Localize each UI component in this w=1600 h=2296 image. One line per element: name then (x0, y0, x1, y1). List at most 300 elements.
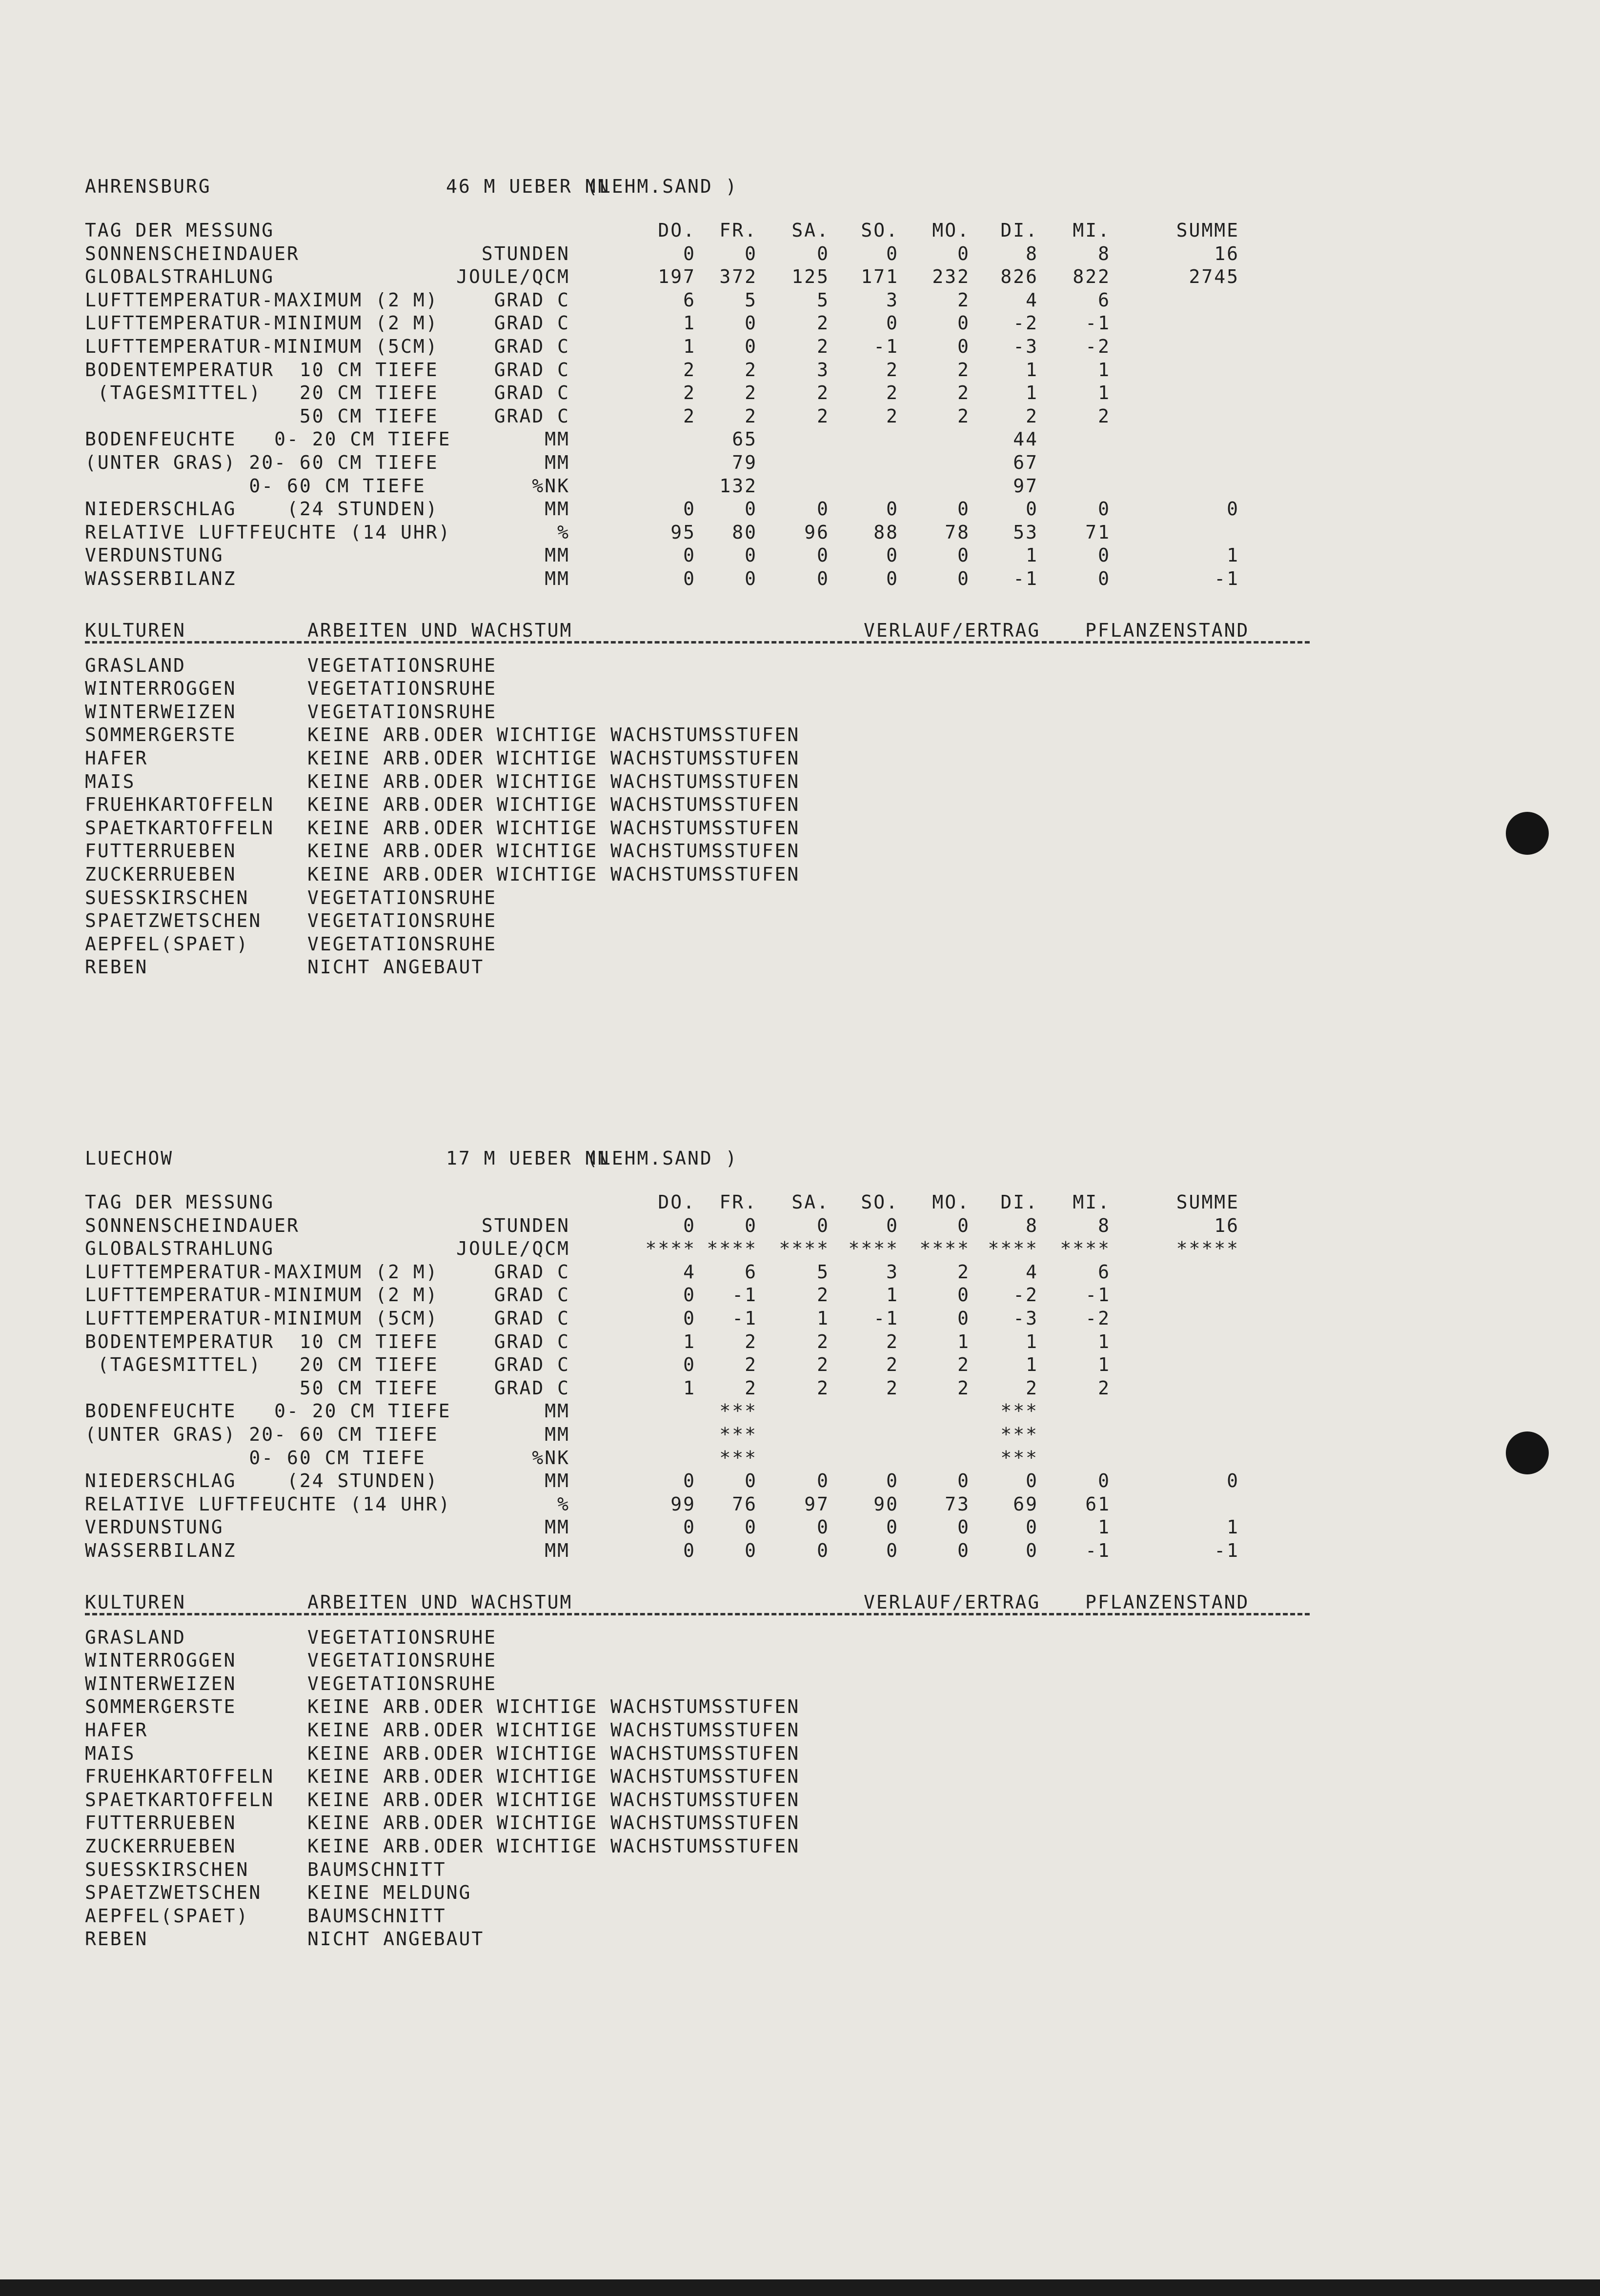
measurement-value: 44 (1013, 428, 1038, 450)
measurement-label: VERDUNSTUNG (85, 1516, 224, 1538)
scan-edge (0, 2279, 1600, 2296)
measurement-value: 0 (745, 1540, 757, 1561)
crop-status: KEINE ARB.ODER WICHTIGE WACHSTUMSSTUFEN (307, 1696, 800, 1718)
measurement-label: (TAGESMITTEL) 20 CM TIEFE (85, 382, 439, 404)
measurement-unit: MM (545, 1540, 570, 1561)
measurement-label: VERDUNSTUNG (85, 544, 224, 566)
measurement-value: 0 (957, 1214, 970, 1236)
measurement-value: 0 (957, 1284, 970, 1306)
measurement-value: 2 (683, 382, 696, 404)
measurement-value: 4 (1026, 1261, 1038, 1283)
measurement-label: (UNTER GRAS) 20- 60 CM TIEFE (85, 452, 439, 473)
crop-status: VEGETATIONSRUHE (307, 910, 497, 932)
measurement-value: 8 (1098, 242, 1111, 264)
measurement-unit: GRAD C (494, 1330, 570, 1352)
measurement-label: TAG DER MESSUNG (85, 1191, 275, 1213)
measurement-value: -1 (1085, 312, 1111, 334)
measurement-value: 0 (957, 1470, 970, 1492)
crop-name: SOMMERGERSTE (85, 1696, 237, 1718)
crop-name: FUTTERRUEBEN (85, 840, 237, 862)
measurement-value: 2 (745, 382, 757, 404)
measurement-value: 8 (1098, 1214, 1111, 1236)
crop-name: AEPFEL(SPAET) (85, 1905, 249, 1927)
station-soil: (LEHM.SAND ) (587, 1148, 738, 1169)
measurement-label: NIEDERSCHLAG (24 STUNDEN) (85, 1470, 439, 1492)
measurement-unit: %NK (532, 1447, 570, 1469)
measurement-value: 4 (1026, 289, 1038, 311)
crop-header-arbeiten: ARBEITEN UND WACHSTUM (307, 619, 573, 641)
measurement-value: 2 (957, 1261, 970, 1283)
crop-status: VEGETATIONSRUHE (307, 886, 497, 908)
measurement-unit: GRAD C (494, 289, 570, 311)
crop-status: VEGETATIONSRUHE (307, 933, 497, 955)
measurement-value: 0 (683, 1540, 696, 1561)
measurement-value: 0 (683, 1308, 696, 1329)
measurement-unit: MM (545, 452, 570, 473)
measurement-value: 71 (1085, 521, 1111, 543)
measurement-value: 0 (1026, 498, 1038, 520)
crop-header-arbeiten: ARBEITEN UND WACHSTUM (307, 1591, 573, 1613)
measurement-value: 0 (745, 568, 757, 589)
crop-name: GRASLAND (85, 654, 186, 676)
crop-status: BAUMSCHNITT (307, 1858, 446, 1880)
measurement-value: **** (779, 1238, 830, 1260)
measurement-value: 0 (683, 1470, 696, 1492)
measurement-value: FR. (719, 1191, 757, 1213)
crop-status: KEINE ARB.ODER WICHTIGE WACHSTUMSSTUFEN (307, 1789, 800, 1811)
measurement-label: TAG DER MESSUNG (85, 220, 275, 241)
crop-name: WINTERROGGEN (85, 678, 237, 700)
measurement-value: DI. (1000, 1191, 1038, 1213)
measurement-value: 0 (1098, 498, 1111, 520)
measurement-value: 3 (886, 1261, 899, 1283)
station-soil: (LEHM.SAND ) (587, 176, 738, 197)
measurement-value: 2 (683, 405, 696, 427)
measurement-value: 1 (1098, 1354, 1111, 1376)
measurement-value: 0 (817, 568, 830, 589)
measurement-value: 90 (873, 1493, 899, 1515)
measurement-unit: STUNDEN (481, 242, 570, 264)
dashed-separator (85, 1613, 1310, 1615)
measurement-value: 78 (945, 521, 970, 543)
crop-name: ZUCKERRUEBEN (85, 864, 237, 885)
measurement-unit: MM (545, 1516, 570, 1538)
crop-status: KEINE ARB.ODER WICHTIGE WACHSTUMSSTUFEN (307, 770, 800, 792)
measurement-value: 8 (1026, 1214, 1038, 1236)
measurement-value: 2 (1098, 405, 1111, 427)
crop-name: ZUCKERRUEBEN (85, 1835, 237, 1857)
measurement-value: 0 (957, 498, 970, 520)
punch-hole-icon (1506, 812, 1549, 855)
measurement-value: -1 (732, 1308, 757, 1329)
measurement-value: 0 (683, 544, 696, 566)
measurement-unit: MM (545, 1424, 570, 1445)
measurement-value: 8 (1026, 242, 1038, 264)
measurement-value: 1 (683, 336, 696, 357)
measurement-value: -1 (732, 1284, 757, 1306)
crop-name: MAIS (85, 1742, 136, 1764)
measurement-value: 61 (1085, 1493, 1111, 1515)
measurement-label: LUFTTEMPERATUR-MAXIMUM (2 M) (85, 289, 439, 311)
measurement-value: 0 (683, 498, 696, 520)
measurement-value: 0 (817, 242, 830, 264)
measurement-value: 132 (719, 475, 757, 497)
crop-name: FUTTERRUEBEN (85, 1812, 237, 1834)
measurement-value: 0 (683, 1214, 696, 1236)
measurement-value: 1 (1026, 544, 1038, 566)
measurement-value: SO. (861, 220, 899, 241)
measurement-value: 96 (804, 521, 830, 543)
measurement-unit: GRAD C (494, 1284, 570, 1306)
measurement-label: WASSERBILANZ (85, 568, 237, 589)
measurement-label: BODENTEMPERATUR 10 CM TIEFE (85, 359, 439, 381)
measurement-label: LUFTTEMPERATUR-MAXIMUM (2 M) (85, 1261, 439, 1283)
measurement-unit: GRAD C (494, 1261, 570, 1283)
crop-status: KEINE ARB.ODER WICHTIGE WACHSTUMSSTUFEN (307, 747, 800, 769)
measurement-value: 2 (957, 382, 970, 404)
measurement-value: 1 (957, 1330, 970, 1352)
measurement-value: 232 (932, 266, 970, 288)
measurement-label: LUFTTEMPERATUR-MINIMUM (5CM) (85, 1308, 439, 1329)
station-elevation: 46 M UEBER NN (446, 176, 610, 197)
measurement-value: -1 (873, 336, 899, 357)
measurement-value: 3 (886, 289, 899, 311)
station-elevation: 17 M UEBER NN (446, 1148, 610, 1169)
measurement-label: GLOBALSTRAHLUNG (85, 266, 275, 288)
measurement-label: 50 CM TIEFE (85, 1377, 439, 1399)
measurement-value: -1 (873, 1308, 899, 1329)
measurement-unit: MM (545, 1400, 570, 1422)
crop-status: VEGETATIONSRUHE (307, 1650, 497, 1672)
measurement-unit: MM (545, 498, 570, 520)
measurement-value: **** (707, 1238, 757, 1260)
measurement-value: 0 (886, 544, 899, 566)
measurement-value: 2 (745, 405, 757, 427)
measurement-value: DI. (1000, 220, 1038, 241)
measurement-value: 0 (683, 1284, 696, 1306)
measurement-value: 2 (886, 1330, 899, 1352)
crop-name: REBEN (85, 956, 148, 978)
measurement-value: 1 (817, 1308, 830, 1329)
measurement-value: 2 (817, 1354, 830, 1376)
crop-status: BAUMSCHNITT (307, 1905, 446, 1927)
measurement-unit: MM (545, 568, 570, 589)
measurement-value: **** (988, 1238, 1038, 1260)
crop-name: FRUEHKARTOFFELN (85, 794, 275, 816)
crop-name: SOMMERGERSTE (85, 724, 237, 746)
measurement-value: 5 (817, 1261, 830, 1283)
measurement-value: -1 (1085, 1540, 1111, 1561)
station-name: AHRENSBURG (85, 176, 211, 197)
measurement-sum: 0 (1227, 1470, 1239, 1492)
measurement-value: -3 (1013, 1308, 1038, 1329)
measurement-value: *** (719, 1400, 757, 1422)
measurement-value: 2 (817, 1330, 830, 1352)
measurement-value: MI. (1073, 220, 1111, 241)
crop-header-pflanzenstand: PFLANZENSTAND (1085, 1591, 1250, 1613)
measurement-sum: 1 (1227, 1516, 1239, 1538)
measurement-value: 6 (1098, 289, 1111, 311)
measurement-value: 0 (817, 498, 830, 520)
measurement-unit: JOULE/QCM (456, 1238, 570, 1260)
measurement-value: 1 (1026, 382, 1038, 404)
measurement-label: (UNTER GRAS) 20- 60 CM TIEFE (85, 1424, 439, 1445)
measurement-unit: GRAD C (494, 336, 570, 357)
measurement-value: 1 (683, 312, 696, 334)
crop-name: AEPFEL(SPAET) (85, 933, 249, 955)
crop-status: KEINE ARB.ODER WICHTIGE WACHSTUMSSTUFEN (307, 724, 800, 746)
measurement-value: DO. (658, 220, 696, 241)
measurement-value: 1 (886, 1284, 899, 1306)
measurement-value: 65 (732, 428, 757, 450)
measurement-value: 0 (886, 1540, 899, 1561)
crop-name: REBEN (85, 1928, 148, 1950)
measurement-value: 2 (817, 1284, 830, 1306)
measurement-unit: GRAD C (494, 359, 570, 381)
measurement-value: **** (1060, 1238, 1111, 1260)
measurement-value: DO. (658, 1191, 696, 1213)
measurement-value: 0 (886, 1214, 899, 1236)
measurement-label: SONNENSCHEINDAUER (85, 1214, 300, 1236)
measurement-value: 1 (1026, 1330, 1038, 1352)
crop-status: KEINE ARB.ODER WICHTIGE WACHSTUMSSTUFEN (307, 1835, 800, 1857)
measurement-value: 2 (1026, 405, 1038, 427)
measurement-sum: 1 (1227, 544, 1239, 566)
measurement-value: 2 (745, 1330, 757, 1352)
measurement-unit: MM (545, 1470, 570, 1492)
measurement-value: 0 (683, 242, 696, 264)
measurement-value: 0 (886, 1470, 899, 1492)
measurement-value: 1 (1098, 359, 1111, 381)
measurement-value: 69 (1013, 1493, 1038, 1515)
measurement-value: 0 (683, 1516, 696, 1538)
crop-name: SPAETZWETSCHEN (85, 910, 262, 932)
measurement-value: 2 (745, 1354, 757, 1376)
crop-name: SPAETKARTOFFELN (85, 817, 275, 839)
measurement-value: 97 (1013, 475, 1038, 497)
measurement-value: 1 (1026, 359, 1038, 381)
measurement-value: 2 (886, 1354, 899, 1376)
measurement-unit: JOULE/QCM (456, 266, 570, 288)
crop-status: VEGETATIONSRUHE (307, 1626, 497, 1648)
measurement-value: 2 (886, 405, 899, 427)
crop-name: WINTERWEIZEN (85, 1672, 237, 1694)
measurement-label: 50 CM TIEFE (85, 405, 439, 427)
measurement-value: -1 (1013, 568, 1038, 589)
measurement-value: 0 (957, 1540, 970, 1561)
measurement-value: 0 (1026, 1516, 1038, 1538)
crop-name: SPAETKARTOFFELN (85, 1789, 275, 1811)
measurement-label: BODENFEUCHTE 0- 20 CM TIEFE (85, 1400, 451, 1422)
measurement-value: 2 (957, 359, 970, 381)
measurement-value: *** (1000, 1400, 1038, 1422)
crop-name: GRASLAND (85, 1626, 186, 1648)
measurement-value: FR. (719, 220, 757, 241)
measurement-value: 0 (817, 1470, 830, 1492)
dashed-separator (85, 641, 1310, 644)
measurement-label: NIEDERSCHLAG (24 STUNDEN) (85, 498, 439, 520)
crop-status: KEINE ARB.ODER WICHTIGE WACHSTUMSSTUFEN (307, 1766, 800, 1788)
measurement-unit: GRAD C (494, 312, 570, 334)
measurement-value: **** (645, 1238, 696, 1260)
crop-header-verlauf: VERLAUF/ERTRAG (864, 619, 1041, 641)
measurement-value: 6 (745, 1261, 757, 1283)
measurement-value: *** (1000, 1424, 1038, 1445)
punch-hole-icon (1506, 1431, 1549, 1474)
measurement-sum: SUMME (1176, 220, 1239, 241)
measurement-sum: ***** (1176, 1238, 1239, 1260)
measurement-value: 88 (873, 521, 899, 543)
measurement-value: 0 (745, 1470, 757, 1492)
crop-status: KEINE ARB.ODER WICHTIGE WACHSTUMSSTUFEN (307, 1812, 800, 1834)
measurement-value: 2 (1026, 1377, 1038, 1399)
station-name: LUECHOW (85, 1148, 174, 1169)
measurement-value: 0 (683, 1354, 696, 1376)
measurement-value: 822 (1073, 266, 1111, 288)
measurement-value: 0 (1098, 544, 1111, 566)
measurement-value: 1 (1026, 1354, 1038, 1376)
measurement-value: 80 (732, 521, 757, 543)
measurement-label: (TAGESMITTEL) 20 CM TIEFE (85, 1354, 439, 1376)
measurement-value: 125 (791, 266, 830, 288)
measurement-label: LUFTTEMPERATUR-MINIMUM (2 M) (85, 1284, 439, 1306)
measurement-value: 0 (957, 1516, 970, 1538)
measurement-label: WASSERBILANZ (85, 1540, 237, 1561)
measurement-value: 1 (1098, 1516, 1111, 1538)
measurement-value: 0 (886, 312, 899, 334)
measurement-value: SA. (791, 220, 830, 241)
crop-name: HAFER (85, 1719, 148, 1741)
crop-status: KEINE ARB.ODER WICHTIGE WACHSTUMSSTUFEN (307, 1719, 800, 1741)
crop-status: KEINE ARB.ODER WICHTIGE WACHSTUMSSTUFEN (307, 864, 800, 885)
measurement-unit: MM (545, 428, 570, 450)
measurement-value: 6 (683, 289, 696, 311)
crop-header-kulturen: KULTUREN (85, 1591, 186, 1613)
measurement-value: 171 (861, 266, 899, 288)
measurement-value: 0 (957, 1308, 970, 1329)
measurement-value: 0 (745, 312, 757, 334)
measurement-value: 97 (804, 1493, 830, 1515)
measurement-value: 2 (745, 359, 757, 381)
crop-status: NICHT ANGEBAUT (307, 1928, 485, 1950)
measurement-unit: %NK (532, 475, 570, 497)
measurement-value: 2 (817, 336, 830, 357)
crop-name: SUESSKIRSCHEN (85, 1858, 249, 1880)
measurement-unit: GRAD C (494, 1354, 570, 1376)
measurement-unit: % (557, 521, 570, 543)
crop-header-pflanzenstand: PFLANZENSTAND (1085, 619, 1250, 641)
measurement-value: -1 (1085, 1284, 1111, 1306)
measurement-value: MI. (1073, 1191, 1111, 1213)
measurement-label: LUFTTEMPERATUR-MINIMUM (2 M) (85, 312, 439, 334)
crop-status: KEINE ARB.ODER WICHTIGE WACHSTUMSSTUFEN (307, 817, 800, 839)
measurement-value: SO. (861, 1191, 899, 1213)
measurement-value: 2 (817, 382, 830, 404)
measurement-value: 2 (957, 1354, 970, 1376)
measurement-sum: -1 (1214, 1540, 1239, 1561)
crop-name: MAIS (85, 770, 136, 792)
crop-header-verlauf: VERLAUF/ERTRAG (864, 1591, 1041, 1613)
crop-name: WINTERROGGEN (85, 1650, 237, 1672)
measurement-value: 6 (1098, 1261, 1111, 1283)
crop-status: KEINE ARB.ODER WICHTIGE WACHSTUMSSTUFEN (307, 840, 800, 862)
measurement-sum: 16 (1214, 1214, 1239, 1236)
crop-status: VEGETATIONSRUHE (307, 654, 497, 676)
crop-name: SUESSKIRSCHEN (85, 886, 249, 908)
measurement-label: RELATIVE LUFTFEUCHTE (14 UHR) (85, 521, 451, 543)
measurement-value: *** (719, 1447, 757, 1469)
measurement-value: 76 (732, 1493, 757, 1515)
measurement-value: -2 (1013, 312, 1038, 334)
measurement-value: 0 (886, 498, 899, 520)
measurement-value: 0 (957, 312, 970, 334)
measurement-label: 0- 60 CM TIEFE (85, 1447, 426, 1469)
measurement-value: **** (848, 1238, 899, 1260)
measurement-sum: -1 (1214, 568, 1239, 589)
measurement-value: 0 (745, 1214, 757, 1236)
measurement-label: SONNENSCHEINDAUER (85, 242, 300, 264)
measurement-unit: STUNDEN (481, 1214, 570, 1236)
crop-status: KEINE ARB.ODER WICHTIGE WACHSTUMSSTUFEN (307, 1742, 800, 1764)
measurement-value: -2 (1085, 1308, 1111, 1329)
measurement-value: 0 (886, 568, 899, 589)
measurement-value: 2 (817, 1377, 830, 1399)
measurement-value: 5 (817, 289, 830, 311)
measurement-value: 99 (670, 1493, 696, 1515)
crop-name: SPAETZWETSCHEN (85, 1882, 262, 1904)
measurement-value: 5 (745, 289, 757, 311)
measurement-value: 79 (732, 452, 757, 473)
measurement-value: MO. (932, 220, 970, 241)
measurement-value: 53 (1013, 521, 1038, 543)
crop-name: HAFER (85, 747, 148, 769)
measurement-value: 0 (957, 242, 970, 264)
measurement-value: 95 (670, 521, 696, 543)
measurement-value: 1 (1098, 1330, 1111, 1352)
measurement-value: 2 (957, 1377, 970, 1399)
measurement-value: 2 (817, 405, 830, 427)
measurement-value: 0 (683, 568, 696, 589)
measurement-value: 0 (745, 336, 757, 357)
measurement-value: 2 (957, 289, 970, 311)
measurement-value: 0 (817, 544, 830, 566)
measurement-unit: % (557, 1493, 570, 1515)
measurement-label: 0- 60 CM TIEFE (85, 475, 426, 497)
measurement-value: 1 (683, 1377, 696, 1399)
measurement-value: 0 (957, 568, 970, 589)
measurement-sum: 0 (1227, 498, 1239, 520)
measurement-value: 67 (1013, 452, 1038, 473)
crop-status: KEINE ARB.ODER WICHTIGE WACHSTUMSSTUFEN (307, 794, 800, 816)
measurement-value: 0 (1098, 568, 1111, 589)
measurement-label: BODENTEMPERATUR 10 CM TIEFE (85, 1330, 439, 1352)
measurement-value: 0 (745, 1516, 757, 1538)
crop-status: VEGETATIONSRUHE (307, 678, 497, 700)
measurement-value: 0 (957, 336, 970, 357)
measurement-sum: 2745 (1189, 266, 1239, 288)
measurement-value: 0 (886, 1516, 899, 1538)
measurement-value: 0 (1026, 1540, 1038, 1561)
crop-status: VEGETATIONSRUHE (307, 701, 497, 723)
measurement-value: 826 (1000, 266, 1038, 288)
measurement-unit: GRAD C (494, 405, 570, 427)
crop-name: FRUEHKARTOFFELN (85, 1766, 275, 1788)
measurement-value: SA. (791, 1191, 830, 1213)
measurement-value: *** (719, 1424, 757, 1445)
measurement-value: 2 (886, 1377, 899, 1399)
measurement-value: 372 (719, 266, 757, 288)
crop-status: NICHT ANGEBAUT (307, 956, 485, 978)
